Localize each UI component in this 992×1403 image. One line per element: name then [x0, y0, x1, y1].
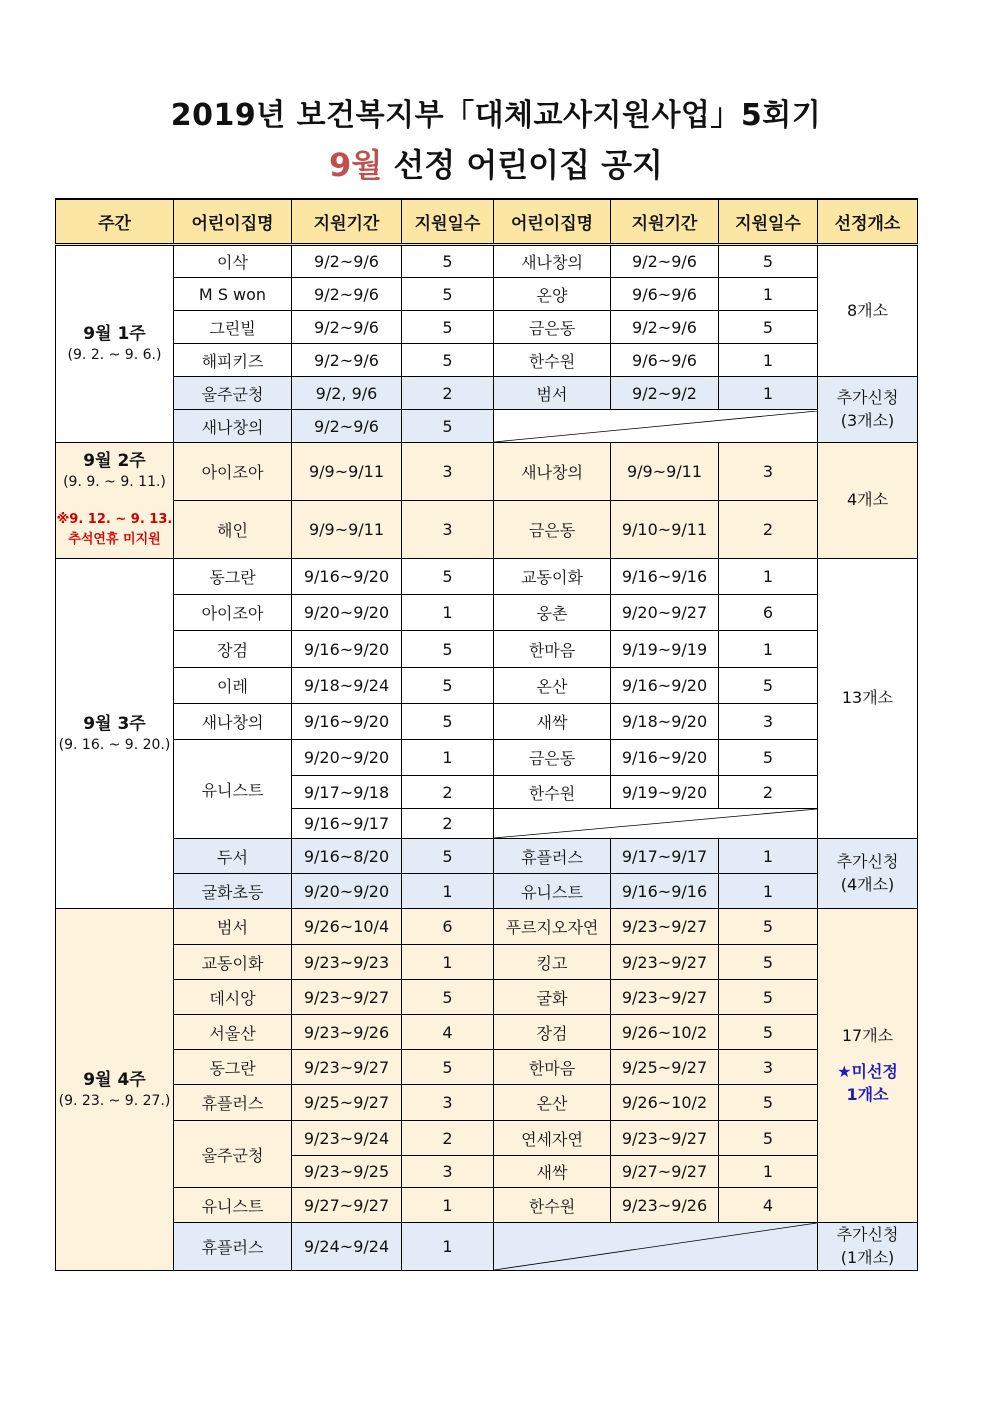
cell: 1 — [402, 740, 494, 776]
cell: 킹고 — [494, 945, 611, 980]
table-row — [56, 311, 918, 344]
week-3-count: 13개소 — [818, 559, 918, 839]
title-month: 9월 — [329, 146, 383, 184]
cell: 6 — [719, 595, 818, 631]
cell: 데시앙 — [174, 980, 292, 1015]
cell: 1 — [719, 559, 818, 595]
cell: 이삭 — [174, 245, 292, 278]
week-4-cell — [56, 909, 174, 1271]
cell: 새나창의 — [494, 443, 611, 501]
cell: 온산 — [494, 1085, 611, 1121]
table-row — [56, 410, 918, 443]
cell: 1 — [719, 874, 818, 909]
header-center-name: 어린이집명 — [174, 199, 292, 245]
cell: 5 — [402, 1050, 494, 1085]
table-row — [56, 740, 918, 776]
table-row — [56, 839, 918, 874]
cell: 교동이화 — [494, 559, 611, 595]
cell: 4 — [402, 1015, 494, 1050]
week-3-extra — [818, 839, 918, 909]
title-line-1: 2019년 보건복지부「대체교사지원사업」5회기 — [170, 98, 822, 133]
cell: 해인 — [174, 501, 292, 559]
cell: 9/20~9/27 — [611, 595, 719, 631]
cell: 9/2~9/2 — [611, 377, 719, 410]
cell: 9/2, 9/6 — [292, 377, 402, 410]
cell: 9/23~9/24 — [292, 1121, 402, 1156]
week-4-extra-count: (1개소) — [840, 1247, 895, 1267]
cell: 9/6~9/6 — [611, 344, 719, 377]
cell: 5 — [719, 668, 818, 704]
cell: 장검 — [174, 631, 292, 668]
table-row — [56, 945, 918, 980]
cell: 5 — [719, 909, 818, 945]
cell: 9/17~9/18 — [292, 776, 402, 809]
cell: 9/2~9/6 — [292, 278, 402, 311]
cell: 9/23~9/26 — [292, 1015, 402, 1050]
cell: 9/19~9/20 — [611, 776, 719, 809]
cell: 9/23~9/27 — [292, 980, 402, 1015]
cell: 9/23~9/26 — [611, 1188, 719, 1223]
cell: 한수원 — [494, 344, 611, 377]
cell: 2 — [719, 776, 818, 809]
cell: 9/16~9/16 — [611, 559, 719, 595]
table-row — [56, 1121, 918, 1156]
cell: 9/20~9/20 — [292, 740, 402, 776]
empty-diagonal-cell — [494, 1223, 818, 1271]
cell: 5 — [402, 668, 494, 704]
week-4-extra — [818, 1223, 918, 1271]
cell: 새나창의 — [494, 245, 611, 278]
cell: 9/25~9/27 — [292, 1085, 402, 1121]
cell: 유니스트 — [494, 874, 611, 909]
table-row — [56, 1223, 918, 1271]
cell: 5 — [719, 945, 818, 980]
cell: 9/2~9/6 — [292, 245, 402, 278]
cell: 교동이화 — [174, 945, 292, 980]
cell: 1 — [402, 1223, 494, 1271]
cell: 9/10~9/11 — [611, 501, 719, 559]
table-row — [56, 704, 918, 740]
cell: 9/9~9/11 — [611, 443, 719, 501]
cell: 한마음 — [494, 631, 611, 668]
cell: 새나창의 — [174, 704, 292, 740]
cell: 9/16~8/20 — [292, 839, 402, 874]
cell: 두서 — [174, 839, 292, 874]
week-3-label: 9월 3주 — [83, 713, 146, 734]
cell: 유니스트 — [174, 1188, 292, 1223]
table-row — [56, 443, 918, 501]
cell: 범서 — [174, 909, 292, 945]
cell: 웅촌 — [494, 595, 611, 631]
cell: 9/2~9/6 — [611, 311, 719, 344]
header-days: 지원일수 — [402, 199, 494, 245]
cell: 5 — [402, 631, 494, 668]
cell: 9/23~9/27 — [292, 1050, 402, 1085]
table-row — [56, 278, 918, 311]
cell: 5 — [402, 278, 494, 311]
cell: 울주군청 — [174, 1121, 292, 1188]
table-row — [56, 874, 918, 909]
cell: 한마음 — [494, 1050, 611, 1085]
week-3-cell — [56, 559, 174, 909]
cell: 1 — [402, 595, 494, 631]
cell: 9/20~9/20 — [292, 874, 402, 909]
week-2-cell — [56, 443, 174, 559]
cell: 9/27~9/27 — [611, 1156, 719, 1188]
cell: 그린빌 — [174, 311, 292, 344]
week-4-count-cell — [818, 909, 918, 1223]
cell: 9/2~9/6 — [292, 344, 402, 377]
table-row — [56, 909, 918, 945]
empty-diagonal-cell — [494, 410, 818, 443]
cell: 9/23~9/27 — [611, 909, 719, 945]
header-week: 주간 — [56, 199, 174, 245]
cell: 범서 — [494, 377, 611, 410]
cell: 9/23~9/27 — [611, 1121, 719, 1156]
week-2-label: 9월 2주 — [83, 450, 146, 471]
week-3-range: (9. 16. ~ 9. 20.) — [58, 736, 171, 753]
cell: 4 — [719, 1188, 818, 1223]
cell: 금은동 — [494, 740, 611, 776]
cell: 푸르지오자연 — [494, 909, 611, 945]
week-4-extra-label: 추가신청 — [836, 1225, 899, 1245]
cell: 9/2~9/6 — [292, 311, 402, 344]
cell: 1 — [719, 839, 818, 874]
week-4-unselected-count: 1개소 — [846, 1084, 889, 1104]
cell: 1 — [719, 631, 818, 668]
cell: 9/16~9/20 — [611, 740, 719, 776]
week-2-count: 4개소 — [818, 443, 918, 559]
header-days-2: 지원일수 — [719, 199, 818, 245]
week-4-label: 9월 4주 — [83, 1069, 146, 1090]
cell: 휴플러스 — [494, 839, 611, 874]
cell: 5 — [402, 980, 494, 1015]
week-2-note — [56, 510, 173, 552]
cell: 5 — [402, 559, 494, 595]
week-4-unselected-label: ★미선정 — [837, 1062, 898, 1082]
table-row — [56, 1015, 918, 1050]
cell: 굴화초등 — [174, 874, 292, 909]
cell: 새싹 — [494, 704, 611, 740]
schedule-table — [55, 198, 918, 1271]
cell: 3 — [402, 1085, 494, 1121]
cell: 3 — [402, 501, 494, 559]
empty-diagonal-cell — [494, 809, 818, 839]
cell: 2 — [402, 377, 494, 410]
week-1-extra-count: (3개소) — [840, 410, 895, 430]
cell: 2 — [719, 501, 818, 559]
cell: 9/16~9/20 — [292, 631, 402, 668]
cell: 9/27~9/27 — [292, 1188, 402, 1223]
cell: 9/2~9/6 — [292, 410, 402, 443]
week-2-range: (9. 9. ~ 9. 11.) — [63, 473, 166, 490]
cell: 2 — [402, 809, 494, 839]
cell: 5 — [719, 311, 818, 344]
cell: 5 — [719, 1085, 818, 1121]
header-period-2: 지원기간 — [611, 199, 719, 245]
table-row — [56, 668, 918, 704]
week-1-extra-label: 추가신청 — [836, 388, 899, 408]
cell: 해피키즈 — [174, 344, 292, 377]
cell: 5 — [719, 1121, 818, 1156]
cell: 서울산 — [174, 1015, 292, 1050]
cell: 9/24~9/24 — [292, 1223, 402, 1271]
cell: 9/16~9/20 — [611, 668, 719, 704]
cell: 울주군청 — [174, 377, 292, 410]
cell: 5 — [719, 740, 818, 776]
cell: 한수원 — [494, 776, 611, 809]
cell: 3 — [402, 1156, 494, 1188]
cell: 9/23~9/27 — [611, 945, 719, 980]
cell: 1 — [719, 377, 818, 410]
cell: 5 — [719, 980, 818, 1015]
cell: 3 — [719, 704, 818, 740]
cell: 9/9~9/11 — [292, 501, 402, 559]
cell: 금은동 — [494, 501, 611, 559]
cell: 휴플러스 — [174, 1085, 292, 1121]
cell: 아이조아 — [174, 595, 292, 631]
cell: 아이조아 — [174, 443, 292, 501]
table-row — [56, 501, 918, 559]
cell: 9/18~9/20 — [611, 704, 719, 740]
cell: 9/16~9/16 — [611, 874, 719, 909]
title-rest: 선정 어린이집 공지 — [382, 146, 663, 184]
week-2-note-text: 추석연휴 미지원 — [68, 532, 161, 548]
cell: M S won — [174, 278, 292, 311]
cell: 새싹 — [494, 1156, 611, 1188]
table-row — [56, 595, 918, 631]
cell: 6 — [402, 909, 494, 945]
header-selected-count: 선정개소 — [818, 199, 918, 245]
header-row — [56, 199, 918, 245]
cell: 5 — [402, 839, 494, 874]
cell: 동그란 — [174, 559, 292, 595]
cell: 9/26~10/2 — [611, 1015, 719, 1050]
cell: 9/23~9/23 — [292, 945, 402, 980]
cell: 9/2~9/6 — [611, 245, 719, 278]
cell: 휴플러스 — [174, 1223, 292, 1271]
table-row — [56, 1188, 918, 1223]
week-4-count: 17개소 — [841, 1025, 894, 1045]
cell: 1 — [719, 278, 818, 311]
cell: 9/9~9/11 — [292, 443, 402, 501]
cell: 1 — [402, 874, 494, 909]
table-row — [56, 631, 918, 668]
cell: 5 — [402, 344, 494, 377]
cell: 온산 — [494, 668, 611, 704]
cell: 1 — [719, 1156, 818, 1188]
week-4-range: (9. 23. ~ 9. 27.) — [58, 1092, 171, 1109]
cell: 굴화 — [494, 980, 611, 1015]
week-3-extra-label: 추가신청 — [836, 852, 899, 872]
cell: 유니스트 — [174, 740, 292, 839]
cell: 5 — [402, 245, 494, 278]
week-1-cell — [56, 245, 174, 443]
cell: 9/16~9/17 — [292, 809, 402, 839]
week-3-extra-count: (4개소) — [840, 874, 895, 894]
cell: 9/19~9/19 — [611, 631, 719, 668]
cell: 금은동 — [494, 311, 611, 344]
header-center-name-2: 어린이집명 — [494, 199, 611, 245]
cell: 9/16~9/20 — [292, 559, 402, 595]
cell: 온양 — [494, 278, 611, 311]
cell: 9/23~9/25 — [292, 1156, 402, 1188]
cell: 연세자연 — [494, 1121, 611, 1156]
title-line-2 — [0, 140, 992, 186]
cell: 9/6~9/6 — [611, 278, 719, 311]
table-row — [56, 1085, 918, 1121]
table-row — [56, 1050, 918, 1085]
week-1-count: 8개소 — [818, 245, 918, 377]
table-row — [56, 245, 918, 278]
week-1-extra — [818, 377, 918, 443]
cell: 3 — [719, 443, 818, 501]
cell: 9/26~10/4 — [292, 909, 402, 945]
week-4-unselected — [818, 1061, 917, 1106]
cell: 이레 — [174, 668, 292, 704]
cell: 9/20~9/20 — [292, 595, 402, 631]
cell: 5 — [719, 245, 818, 278]
cell: 한수원 — [494, 1188, 611, 1223]
cell: 2 — [402, 1121, 494, 1156]
cell: 1 — [402, 1188, 494, 1223]
cell: 장검 — [494, 1015, 611, 1050]
cell: 2 — [402, 776, 494, 809]
cell: 5 — [402, 410, 494, 443]
header-period: 지원기간 — [292, 199, 402, 245]
cell: 5 — [402, 311, 494, 344]
cell: 9/23~9/27 — [611, 980, 719, 1015]
week-2-note-dates: ※9. 12. ~ 9. 13. — [56, 511, 173, 527]
week-1-label: 9월 1주 — [83, 324, 146, 345]
table-row — [56, 980, 918, 1015]
table-row — [56, 377, 918, 410]
cell: 1 — [719, 344, 818, 377]
cell: 9/26~10/2 — [611, 1085, 719, 1121]
cell: 3 — [719, 1050, 818, 1085]
cell: 9/17~9/17 — [611, 839, 719, 874]
cell: 1 — [402, 945, 494, 980]
cell: 동그란 — [174, 1050, 292, 1085]
cell: 9/16~9/20 — [292, 704, 402, 740]
cell: 9/18~9/24 — [292, 668, 402, 704]
cell: 9/25~9/27 — [611, 1050, 719, 1085]
table-row — [56, 559, 918, 595]
cell: 새나창의 — [174, 410, 292, 443]
cell: 3 — [402, 443, 494, 501]
cell: 5 — [719, 1015, 818, 1050]
week-1-range: (9. 2. ~ 9. 6.) — [67, 347, 162, 364]
cell: 5 — [402, 704, 494, 740]
table-row — [56, 344, 918, 377]
